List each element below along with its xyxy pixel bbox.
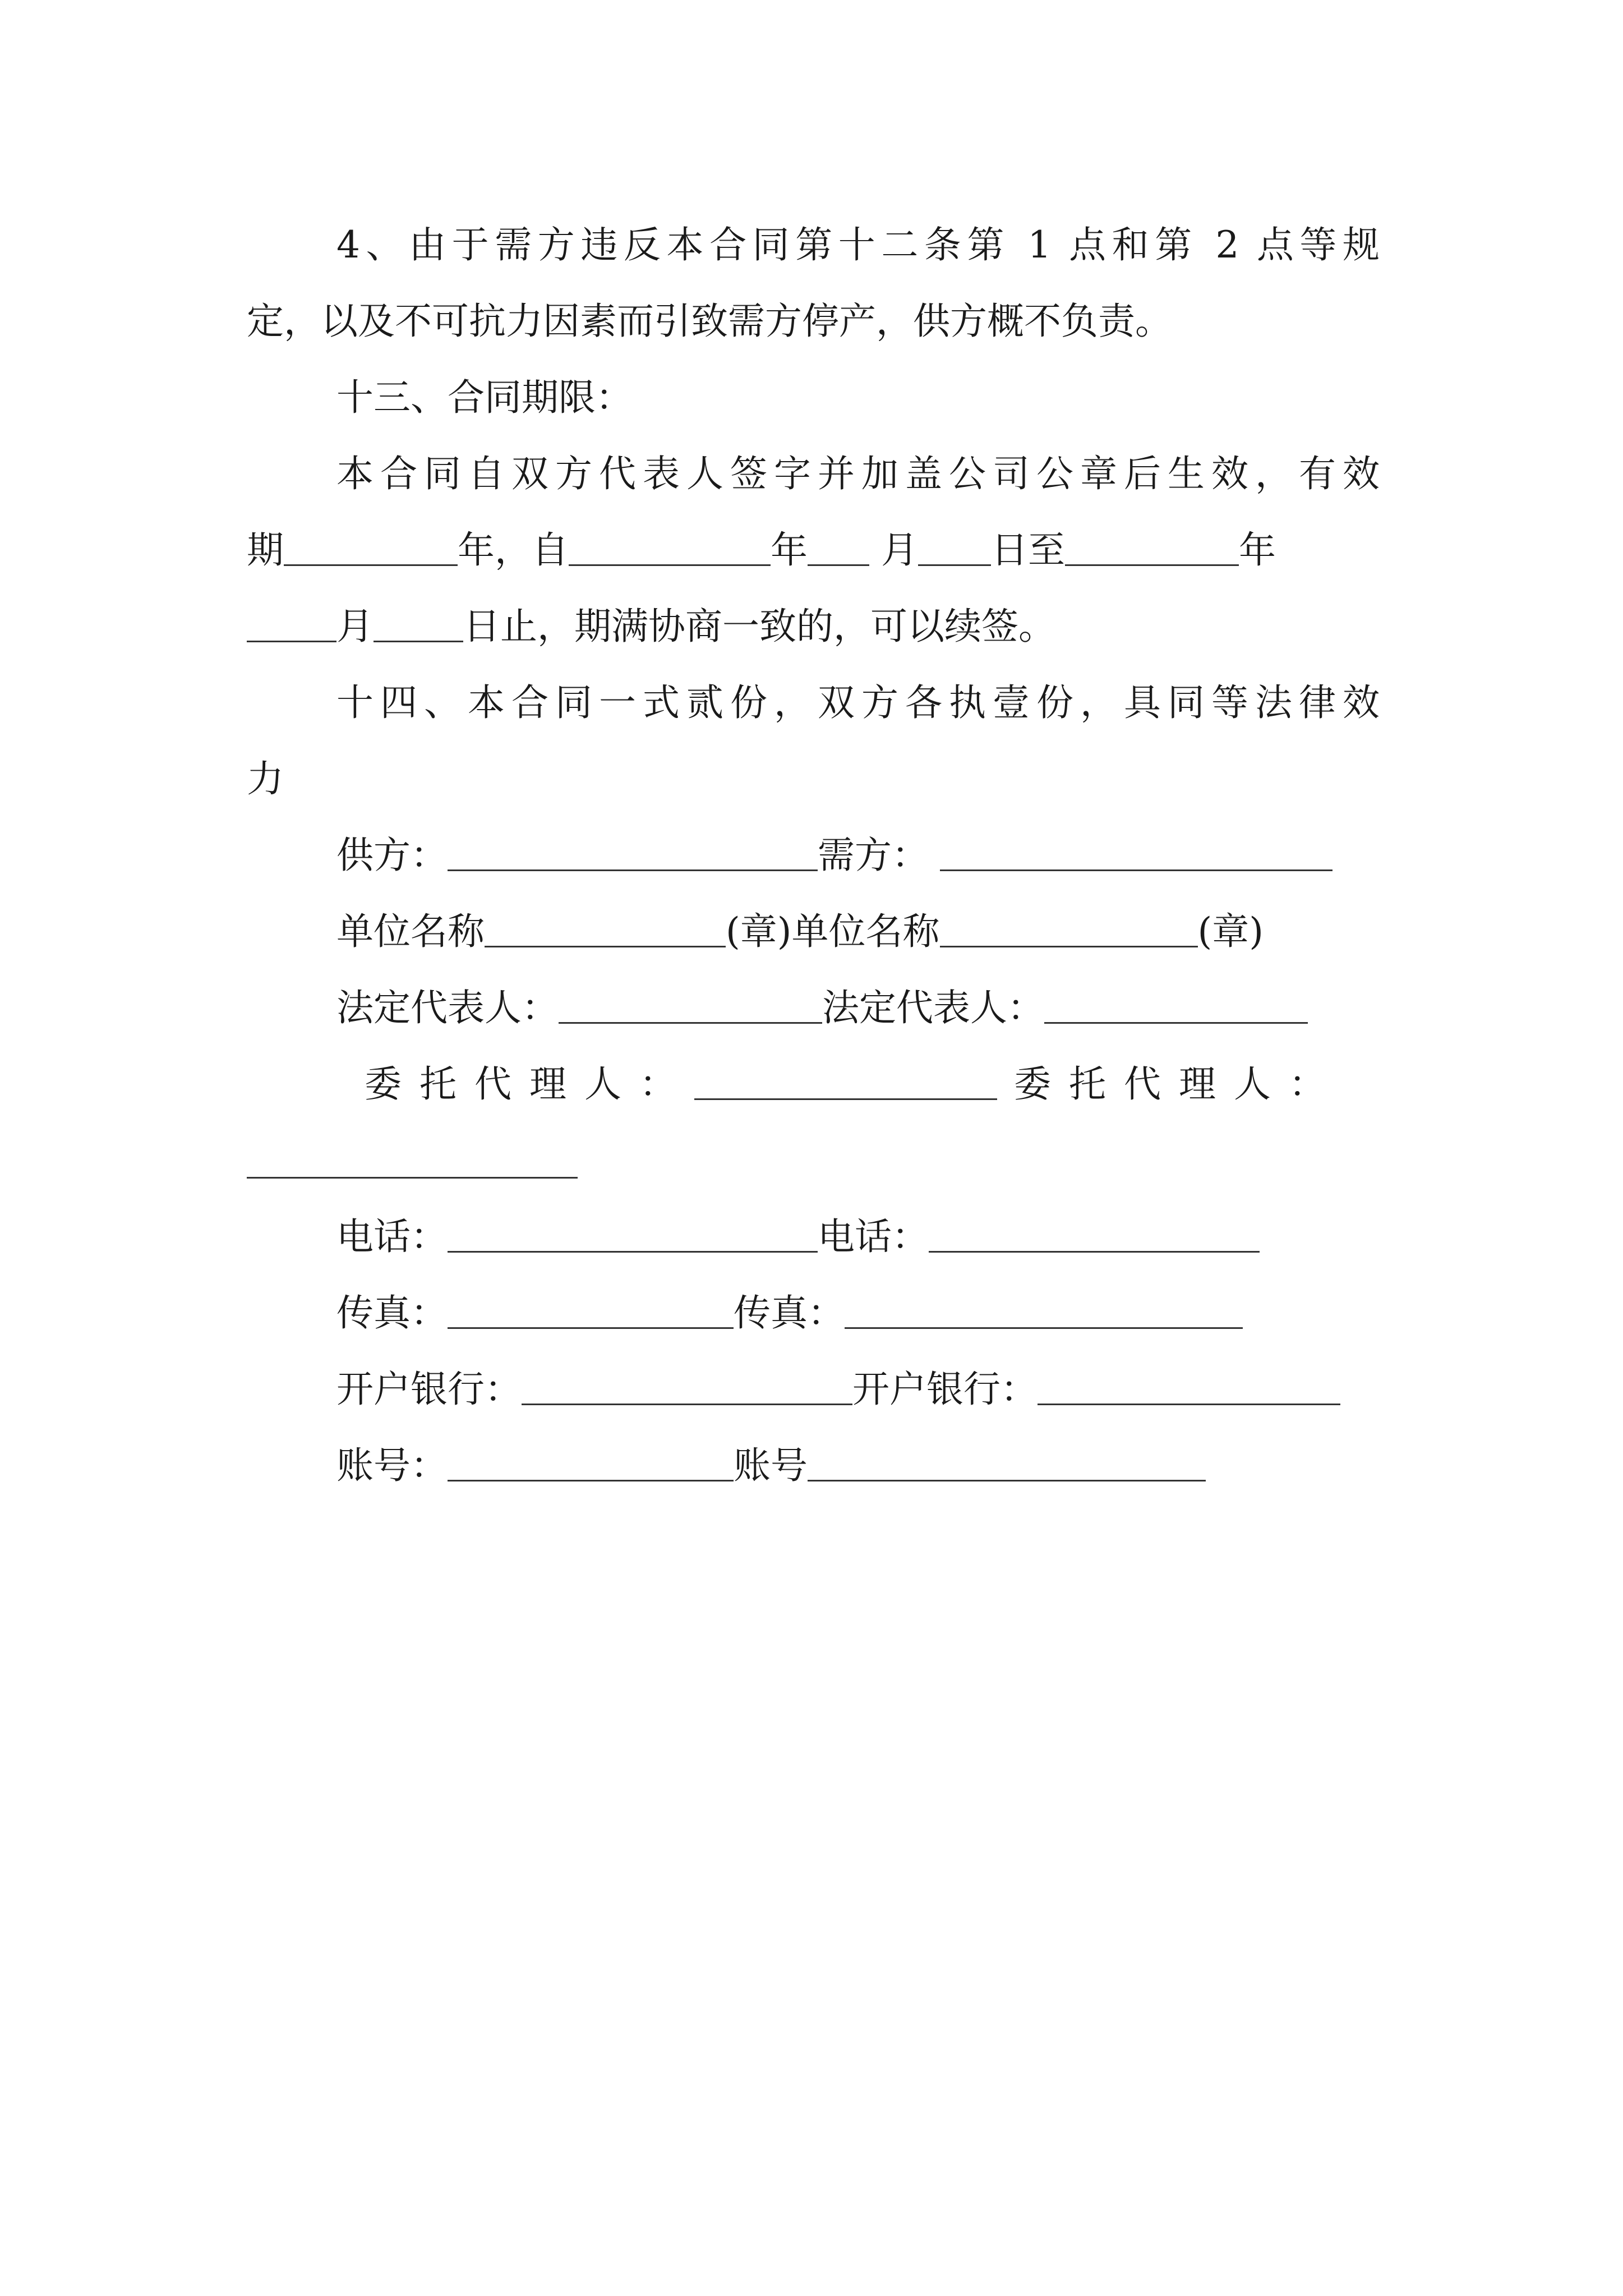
signature-phone-row [336,1206,1380,1268]
clause-14-line-1: 十四、本合同一式贰份，双方各执壹份，具同等法律效 [336,681,1380,724]
supplier-legal-rep-field[interactable] [559,985,822,1024]
clause-12-4-line-2: 定，以及不可抗力因素而引致需方停产，供方概不负责。 [247,300,1172,343]
buyer-seal-label: (章) [1197,910,1264,953]
buyer-account-field[interactable] [808,1443,1206,1481]
buyer-agent-label: 委托代理人： [1014,1062,1344,1106]
text-year: 年 [771,528,808,572]
supplier-phone-field[interactable] [448,1214,818,1253]
signature-unit-row [336,901,1380,963]
buyer-legal-rep-field[interactable] [1044,985,1308,1024]
supplier-agent-label: 委托代理人： [365,1062,694,1106]
signature-legal-rep-row [336,977,1380,1039]
supplier-fax-label: 传真： [336,1291,448,1335]
clause-13-line-1: 本合同自双方代表人签字并加盖公司公章后生效，有效 [336,452,1380,495]
signature-fax-row [336,1282,1380,1344]
supplier-unit-field[interactable] [485,909,726,947]
buyer-label: 需方： [818,834,929,877]
text-year-from: 年，自 [458,528,569,572]
blank-start-year-field[interactable] [569,527,771,566]
blank-start-day-field[interactable] [918,527,991,566]
clause-13-line-3 [247,596,1380,657]
text-month-end: 月 [336,605,374,648]
text-year-end: 年 [1238,528,1276,572]
buyer-unit-field[interactable] [940,909,1198,947]
supplier-account-label: 账号： [336,1444,448,1487]
buyer-unit-label: 单位名称 [791,910,940,953]
buyer-account-label: 账号 [734,1444,808,1487]
blank-years-field[interactable] [284,527,458,566]
buyer-legal-rep-label: 法定代表人： [822,986,1044,1029]
supplier-agent-field[interactable] [694,1061,997,1100]
text-month: 月 [880,528,918,572]
signature-agent-row [365,1053,1380,1115]
supplier-account-field[interactable] [448,1443,734,1481]
blank-end-month-field[interactable] [247,604,336,642]
clause-13-line-2 [247,519,1380,581]
text-day-to: 日至 [990,528,1065,572]
buyer-agent-field[interactable] [247,1177,578,1179]
signature-account-row [336,1435,1380,1497]
supplier-bank-field[interactable] [522,1366,852,1405]
buyer-bank-label: 开户银行： [852,1368,1038,1411]
buyer-fax-label: 传真： [734,1291,845,1335]
blank-start-month-field[interactable] [808,527,869,566]
supplier-label: 供方： [336,834,448,877]
supplier-phone-label: 电话： [336,1215,448,1258]
supplier-legal-rep-label: 法定代表人： [336,986,559,1029]
supplier-field[interactable] [448,832,818,871]
buyer-phone-field[interactable] [929,1214,1260,1253]
blank-end-day-field[interactable] [374,604,463,642]
text-day-end: 日止，期满协商一致的，可以续签。 [463,605,1055,648]
supplier-fax-field[interactable] [448,1290,734,1329]
clause-12-4-line-1: 4、由于需方违反本合同第十二条第 1 点和第 2 点等规 [336,223,1380,266]
buyer-field[interactable] [940,832,1332,871]
clause-13-heading: 十三、合同期限： [336,376,633,419]
supplier-unit-label: 单位名称 [336,910,485,953]
clause-14-line-2: 力 [247,757,284,800]
supplier-bank-label: 开户银行： [336,1368,522,1411]
buyer-fax-field[interactable] [845,1290,1243,1329]
signature-party-row [336,825,1380,886]
signature-bank-row [336,1359,1380,1420]
supplier-seal-label: (章) [726,910,792,953]
blank-end-year-field[interactable] [1065,527,1239,566]
text-period: 期 [247,528,284,572]
buyer-phone-label: 电话： [818,1215,929,1258]
buyer-bank-field[interactable] [1038,1366,1340,1405]
